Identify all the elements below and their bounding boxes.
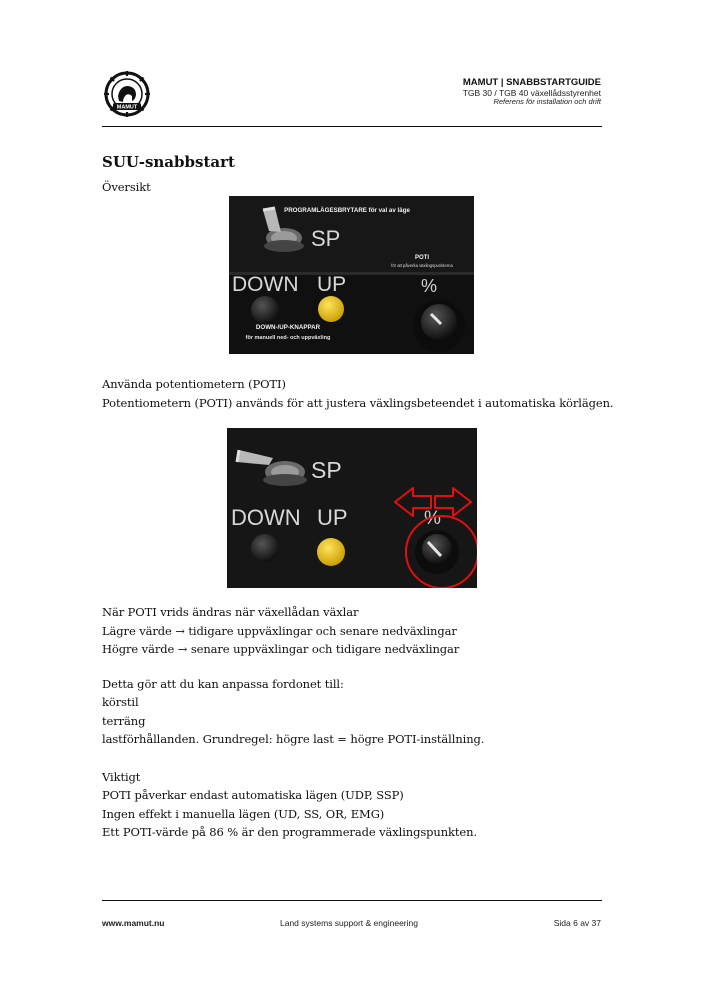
- adapt-intro: Detta gör att du kan anpassa fordonet till:: [102, 677, 344, 691]
- important-line-2: Ingen effekt i manuella lägen (UD, SS, OR, EMG): [102, 807, 385, 821]
- down-label: DOWN: [231, 505, 301, 530]
- poti-subcaption: för att påverka växlingspunkterna: [391, 263, 453, 268]
- percent-label: %: [421, 276, 438, 296]
- overview-label: Översikt: [102, 180, 151, 194]
- section-heading: SUU-snabbstart: [102, 153, 235, 171]
- footer-tagline: Land systems support & engineering: [280, 918, 418, 928]
- footer-website: www.mamut.nu: [102, 918, 165, 928]
- poti-knob-photo: [413, 300, 465, 352]
- up-button-photo: [318, 296, 344, 322]
- poti-description: Potentiometern (POTI) används för att justera växlingsbeteendet i automatiska körlägen.: [102, 396, 614, 410]
- up-button-photo: [317, 538, 345, 566]
- buttons-subcaption: för manuell ned- och uppväxling: [245, 335, 331, 341]
- behavior-line-2: Lägre värde → tidigare uppväxlingar och senare nedväxlingar: [102, 624, 457, 638]
- control-panel-photo-overview: [229, 196, 474, 354]
- poti-caption: POTI: [414, 255, 430, 261]
- adapt-item-load: lastförhållanden. Grundregel: högre last = högre POTI-inställning.: [102, 732, 485, 746]
- up-label: UP: [317, 273, 347, 296]
- adapt-item-driving-style: körstil: [102, 695, 139, 709]
- header-note: Referens för installation och drift: [493, 97, 601, 107]
- behavior-line-3: Högre värde → senare uppväxlingar och tidigare nedväxlingar: [102, 642, 460, 656]
- down-label: DOWN: [232, 273, 299, 296]
- important-line-1: POTI påverkar endast automatiska lägen (UDP, SSP): [102, 788, 404, 802]
- header-subtitle: TGB 30 / TGB 40 växellådsstyrenhet: [462, 87, 601, 98]
- up-label: UP: [317, 505, 348, 530]
- sp-label: SP: [311, 226, 341, 251]
- control-panel-photo-poti: [227, 428, 477, 588]
- mamut-logo: [102, 70, 152, 118]
- footer-divider: [102, 900, 602, 901]
- footer-page-number: Sida 6 av 37: [553, 918, 601, 928]
- page-header: [463, 78, 601, 107]
- sp-label: SP: [311, 457, 342, 483]
- poti-heading: Använda potentiometern (POTI): [102, 377, 286, 391]
- header-divider: [102, 126, 602, 127]
- important-line-3: Ett POTI-värde på 86 % är den programmerade växlingspunkten.: [102, 825, 477, 839]
- logo-text: MAMUT: [116, 104, 138, 111]
- important-heading: Viktigt: [102, 770, 141, 784]
- buttons-caption: DOWN-/UP-KNAPPAR: [255, 324, 321, 331]
- behavior-line-1: När POTI vrids ändras när växellådan växlar: [102, 605, 359, 619]
- switch-caption: PROGRAMLÄGESBRYTARE för val av läge: [284, 207, 410, 214]
- down-button-photo: [251, 296, 279, 324]
- poti-knob-photo: [415, 530, 459, 574]
- header-title: MAMUT | SNABBSTARTGUIDE: [462, 77, 601, 88]
- percent-label: %: [424, 508, 441, 529]
- adapt-item-terrain: terräng: [102, 714, 146, 728]
- down-button-photo: [251, 534, 279, 562]
